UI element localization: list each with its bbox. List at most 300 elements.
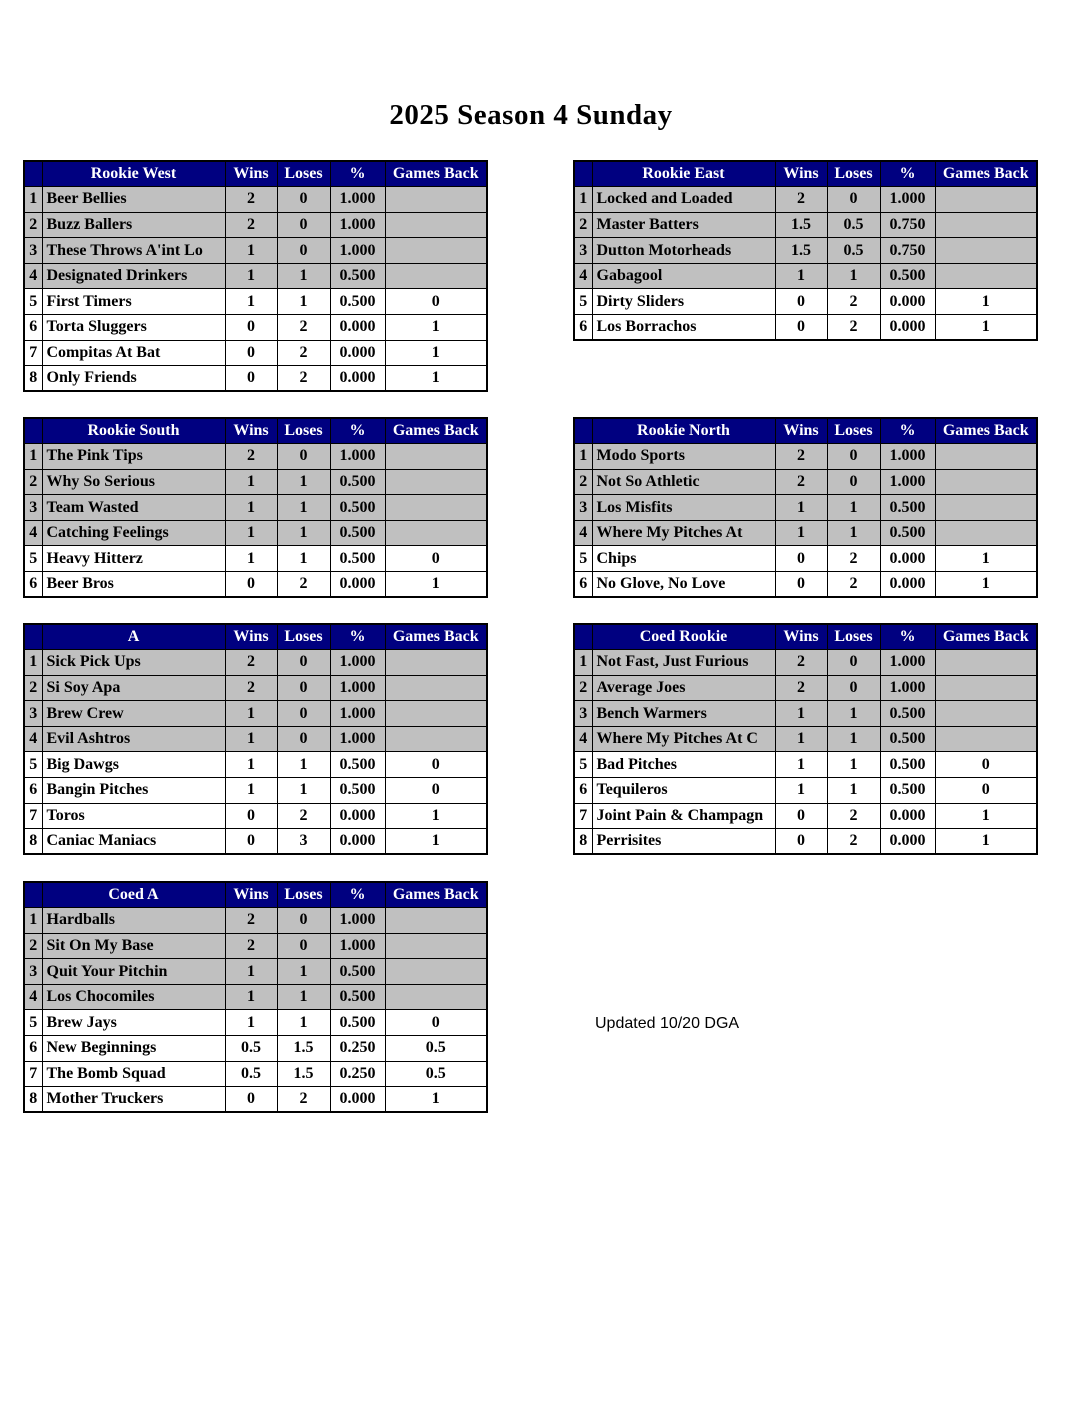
pct-cell: 1.000	[330, 675, 385, 701]
wins-cell: 1	[225, 495, 277, 521]
pct-cell: 0.500	[330, 520, 385, 546]
pct-cell: 0.000	[880, 572, 935, 598]
loses-cell: 0	[827, 187, 880, 213]
games-back-cell: 0.5	[385, 1061, 487, 1087]
pct-cell: 1.000	[880, 675, 935, 701]
wins-cell: 1	[225, 959, 277, 985]
loses-cell: 0	[277, 701, 330, 727]
table-row	[24, 263, 487, 289]
loses-cell: 2	[827, 572, 880, 598]
games-back-cell	[385, 263, 487, 289]
wins-cell: 0	[225, 803, 277, 829]
table-row	[574, 469, 1037, 495]
rank-cell: 3	[24, 701, 42, 727]
loses-cell: 1	[277, 778, 330, 804]
rank-cell: 5	[574, 752, 592, 778]
wins-cell: 1	[225, 520, 277, 546]
wins-cell: 0	[225, 829, 277, 855]
loses-cell: 0	[277, 908, 330, 934]
standings-table	[23, 160, 488, 392]
division-header: Rookie East	[592, 161, 775, 187]
loses-cell: 2	[277, 1087, 330, 1113]
pct-header: %	[330, 161, 385, 187]
division-header: A	[42, 624, 225, 650]
wins-cell: 0	[775, 572, 827, 598]
rank-cell: 7	[574, 803, 592, 829]
rank-cell: 4	[24, 263, 42, 289]
table-row	[24, 752, 487, 778]
loses-cell: 1	[827, 726, 880, 752]
loses-cell: 1	[827, 495, 880, 521]
wins-header: Wins	[225, 624, 277, 650]
table-row	[574, 495, 1037, 521]
loses-cell: 1	[277, 959, 330, 985]
loses-header: Loses	[277, 161, 330, 187]
rank-cell: 8	[24, 366, 42, 392]
rank-cell: 7	[24, 803, 42, 829]
rank-header	[24, 161, 42, 187]
table-row	[574, 572, 1037, 598]
loses-cell: 0	[827, 650, 880, 676]
loses-header: Loses	[277, 882, 330, 908]
rank-cell: 5	[574, 546, 592, 572]
rank-cell: 6	[24, 315, 42, 341]
pct-cell: 0.500	[330, 546, 385, 572]
team-name-cell: Tequileros	[592, 778, 775, 804]
games-back-cell	[385, 444, 487, 470]
games-back-cell: 1	[935, 572, 1037, 598]
games-back-cell: 1	[935, 289, 1037, 315]
updated-note: Updated 10/20 DGA	[595, 1015, 740, 1032]
rank-header	[24, 624, 42, 650]
wins-header: Wins	[775, 418, 827, 444]
wins-cell: 1.5	[775, 212, 827, 238]
games-back-cell: 1	[385, 572, 487, 598]
table-row	[24, 238, 487, 264]
pct-cell: 0.000	[330, 340, 385, 366]
loses-cell: 1	[827, 752, 880, 778]
rank-cell: 4	[574, 726, 592, 752]
pct-cell: 0.000	[880, 829, 935, 855]
wins-cell: 1	[225, 469, 277, 495]
loses-cell: 0.5	[827, 238, 880, 264]
team-name-cell: Hardballs	[42, 908, 225, 934]
division-header: Coed A	[42, 882, 225, 908]
pct-cell: 1.000	[330, 701, 385, 727]
loses-cell: 2	[827, 315, 880, 341]
table-row	[24, 726, 487, 752]
team-name-cell: First Timers	[42, 289, 225, 315]
rank-cell: 1	[24, 187, 42, 213]
table-row	[24, 187, 487, 213]
loses-cell: 1	[827, 520, 880, 546]
pct-header: %	[330, 882, 385, 908]
loses-cell: 2	[277, 803, 330, 829]
games-back-cell	[935, 650, 1037, 676]
pct-cell: 0.750	[880, 212, 935, 238]
games-back-cell: 1	[935, 546, 1037, 572]
team-name-cell: Average Joes	[592, 675, 775, 701]
loses-cell: 0	[827, 444, 880, 470]
division-header: Coed Rookie	[592, 624, 775, 650]
games-back-cell	[935, 495, 1037, 521]
pct-cell: 1.000	[880, 650, 935, 676]
pct-cell: 1.000	[330, 726, 385, 752]
pct-cell: 0.750	[880, 238, 935, 264]
rank-cell: 4	[24, 984, 42, 1010]
rank-cell: 6	[24, 778, 42, 804]
team-name-cell: The Bomb Squad	[42, 1061, 225, 1087]
pct-cell: 1.000	[330, 650, 385, 676]
rank-cell: 7	[24, 1061, 42, 1087]
division-header: Rookie North	[592, 418, 775, 444]
table-row	[574, 701, 1037, 727]
table-row	[574, 829, 1037, 855]
pct-cell: 0.500	[330, 1010, 385, 1036]
team-name-cell: Toros	[42, 803, 225, 829]
games-back-cell	[385, 701, 487, 727]
division-header: Rookie South	[42, 418, 225, 444]
table-row	[24, 1087, 487, 1113]
games-back-cell	[385, 520, 487, 546]
team-name-cell: New Beginnings	[42, 1036, 225, 1062]
wins-cell: 0.5	[225, 1036, 277, 1062]
games-back-header: Games Back	[935, 161, 1037, 187]
standings-table	[23, 417, 488, 598]
wins-cell: 0	[775, 803, 827, 829]
pct-cell: 0.500	[880, 726, 935, 752]
wins-cell: 2	[775, 187, 827, 213]
pct-cell: 1.000	[330, 908, 385, 934]
loses-cell: 1	[277, 1010, 330, 1036]
rank-cell: 1	[574, 187, 592, 213]
header-row	[574, 161, 1037, 187]
pct-cell: 0.000	[880, 803, 935, 829]
table-row	[24, 546, 487, 572]
wins-cell: 0	[775, 546, 827, 572]
games-back-cell	[385, 984, 487, 1010]
pct-cell: 0.500	[880, 778, 935, 804]
pct-cell: 0.500	[880, 701, 935, 727]
games-back-cell	[385, 238, 487, 264]
team-name-cell: Where My Pitches At	[592, 520, 775, 546]
wins-cell: 0	[225, 366, 277, 392]
pct-cell: 0.250	[330, 1036, 385, 1062]
wins-cell: 1	[225, 726, 277, 752]
standings-table	[23, 623, 488, 855]
team-name-cell: Beer Bellies	[42, 187, 225, 213]
loses-header: Loses	[277, 418, 330, 444]
rank-cell: 5	[24, 1010, 42, 1036]
rank-cell: 3	[574, 495, 592, 521]
wins-cell: 2	[225, 675, 277, 701]
team-name-cell: Sit On My Base	[42, 933, 225, 959]
pct-cell: 1.000	[880, 444, 935, 470]
pct-header: %	[330, 418, 385, 444]
loses-cell: 0	[827, 675, 880, 701]
rank-cell: 5	[24, 546, 42, 572]
loses-cell: 0.5	[827, 212, 880, 238]
table-row	[24, 572, 487, 598]
pct-cell: 0.500	[330, 263, 385, 289]
table-row	[574, 238, 1037, 264]
rank-cell: 3	[24, 495, 42, 521]
pct-cell: 0.500	[880, 752, 935, 778]
rank-cell: 4	[574, 520, 592, 546]
games-back-cell	[935, 238, 1037, 264]
table-row	[24, 829, 487, 855]
pct-cell: 0.500	[880, 520, 935, 546]
team-name-cell: Bench Warmers	[592, 701, 775, 727]
rank-cell: 2	[574, 469, 592, 495]
wins-cell: 0	[225, 340, 277, 366]
games-back-cell: 0	[935, 778, 1037, 804]
team-name-cell: Chips	[592, 546, 775, 572]
team-name-cell: Where My Pitches At C	[592, 726, 775, 752]
team-name-cell: These Throws A'int Lo	[42, 238, 225, 264]
wins-cell: 1	[225, 752, 277, 778]
team-name-cell: Master Batters	[592, 212, 775, 238]
wins-cell: 1	[775, 778, 827, 804]
team-name-cell: Los Misfits	[592, 495, 775, 521]
standings-table	[23, 881, 488, 1113]
header-row	[574, 418, 1037, 444]
rank-cell: 2	[24, 933, 42, 959]
pct-header: %	[880, 624, 935, 650]
rank-cell: 1	[574, 650, 592, 676]
pct-cell: 0.500	[330, 959, 385, 985]
loses-cell: 1	[827, 263, 880, 289]
table-row	[574, 444, 1037, 470]
games-back-cell	[385, 933, 487, 959]
team-name-cell: Joint Pain & Champagn	[592, 803, 775, 829]
wins-header: Wins	[775, 624, 827, 650]
rank-cell: 1	[574, 444, 592, 470]
pct-cell: 0.500	[880, 495, 935, 521]
games-back-cell: 0.5	[385, 1036, 487, 1062]
pct-cell: 0.500	[330, 289, 385, 315]
games-back-cell	[385, 212, 487, 238]
pct-cell: 1.000	[880, 187, 935, 213]
rank-header	[24, 418, 42, 444]
rank-header	[574, 161, 592, 187]
rank-cell: 2	[24, 675, 42, 701]
header-row	[24, 624, 487, 650]
table-row	[574, 650, 1037, 676]
team-name-cell: Beer Bros	[42, 572, 225, 598]
team-name-cell: Heavy Hitterz	[42, 546, 225, 572]
rank-cell: 2	[574, 212, 592, 238]
page-title: 2025 Season 4 Sunday	[389, 99, 673, 131]
pct-cell: 0.250	[330, 1061, 385, 1087]
loses-cell: 0	[277, 238, 330, 264]
loses-cell: 2	[277, 366, 330, 392]
rank-cell: 5	[574, 289, 592, 315]
rank-cell: 3	[24, 959, 42, 985]
table-row	[574, 675, 1037, 701]
games-back-header: Games Back	[385, 418, 487, 444]
loses-cell: 0	[277, 212, 330, 238]
games-back-header: Games Back	[385, 624, 487, 650]
loses-cell: 1	[277, 984, 330, 1010]
team-name-cell: Big Dawgs	[42, 752, 225, 778]
table-row	[24, 959, 487, 985]
pct-cell: 1.000	[330, 444, 385, 470]
games-back-cell: 1	[935, 315, 1037, 341]
loses-header: Loses	[827, 161, 880, 187]
games-back-cell: 0	[935, 752, 1037, 778]
pct-cell: 0.500	[330, 752, 385, 778]
pct-cell: 0.000	[330, 803, 385, 829]
games-back-cell	[935, 263, 1037, 289]
table-row	[574, 778, 1037, 804]
wins-cell: 2	[225, 650, 277, 676]
team-name-cell: Locked and Loaded	[592, 187, 775, 213]
team-name-cell: Brew Crew	[42, 701, 225, 727]
loses-cell: 1.5	[277, 1061, 330, 1087]
table-row	[574, 289, 1037, 315]
wins-cell: 2	[775, 469, 827, 495]
wins-cell: 2	[225, 212, 277, 238]
rank-cell: 2	[24, 469, 42, 495]
wins-cell: 1	[775, 495, 827, 521]
rank-header	[24, 882, 42, 908]
rank-cell: 3	[24, 238, 42, 264]
wins-header: Wins	[225, 882, 277, 908]
games-back-header: Games Back	[935, 418, 1037, 444]
games-back-cell	[385, 675, 487, 701]
games-back-cell: 0	[385, 752, 487, 778]
rank-cell: 1	[24, 908, 42, 934]
wins-cell: 0	[775, 315, 827, 341]
rank-cell: 3	[574, 238, 592, 264]
team-name-cell: Evil Ashtros	[42, 726, 225, 752]
pct-cell: 0.000	[880, 546, 935, 572]
wins-cell: 1	[775, 263, 827, 289]
table-row	[574, 315, 1037, 341]
wins-cell: 1	[775, 752, 827, 778]
loses-cell: 2	[277, 315, 330, 341]
team-name-cell: Dutton Motorheads	[592, 238, 775, 264]
pct-header: %	[880, 418, 935, 444]
rank-cell: 6	[24, 1036, 42, 1062]
wins-cell: 2	[225, 908, 277, 934]
wins-cell: 2	[225, 933, 277, 959]
loses-cell: 1	[277, 546, 330, 572]
team-name-cell: Modo Sports	[592, 444, 775, 470]
rank-cell: 3	[574, 701, 592, 727]
wins-cell: 0	[225, 1087, 277, 1113]
wins-cell: 0	[775, 829, 827, 855]
wins-cell: 1	[225, 238, 277, 264]
rank-cell: 5	[24, 289, 42, 315]
team-name-cell: Perrisites	[592, 829, 775, 855]
table-row	[24, 340, 487, 366]
wins-header: Wins	[225, 418, 277, 444]
rank-cell: 1	[24, 650, 42, 676]
pct-cell: 0.000	[880, 315, 935, 341]
games-back-header: Games Back	[385, 882, 487, 908]
rank-cell: 6	[24, 572, 42, 598]
table-row	[574, 520, 1037, 546]
games-back-cell	[935, 675, 1037, 701]
games-back-header: Games Back	[935, 624, 1037, 650]
header-row	[24, 161, 487, 187]
pct-header: %	[330, 624, 385, 650]
pct-cell: 0.000	[330, 315, 385, 341]
games-back-cell: 1	[385, 803, 487, 829]
table-row	[24, 908, 487, 934]
header-row	[574, 624, 1037, 650]
games-back-cell	[385, 959, 487, 985]
games-back-cell	[385, 908, 487, 934]
loses-cell: 1	[277, 520, 330, 546]
team-name-cell: Los Borrachos	[592, 315, 775, 341]
team-name-cell: Not So Athletic	[592, 469, 775, 495]
games-back-cell: 1	[385, 315, 487, 341]
wins-cell: 0	[225, 315, 277, 341]
header-row	[24, 882, 487, 908]
games-back-cell: 0	[385, 1010, 487, 1036]
rank-cell: 6	[574, 572, 592, 598]
wins-cell: 1	[225, 289, 277, 315]
pct-cell: 0.000	[330, 572, 385, 598]
wins-cell: 1	[225, 546, 277, 572]
rank-cell: 4	[24, 726, 42, 752]
loses-cell: 0	[277, 675, 330, 701]
games-back-cell	[935, 469, 1037, 495]
rank-header	[574, 624, 592, 650]
team-name-cell: Designated Drinkers	[42, 263, 225, 289]
pct-cell: 1.000	[330, 212, 385, 238]
wins-cell: 0	[225, 572, 277, 598]
team-name-cell: Catching Feelings	[42, 520, 225, 546]
wins-cell: 2	[775, 650, 827, 676]
rank-cell: 4	[24, 520, 42, 546]
team-name-cell: Brew Jays	[42, 1010, 225, 1036]
pct-cell: 1.000	[330, 238, 385, 264]
games-back-cell: 0	[385, 778, 487, 804]
wins-cell: 0.5	[225, 1061, 277, 1087]
pct-cell: 0.500	[330, 469, 385, 495]
table-row	[574, 212, 1037, 238]
loses-cell: 1	[277, 263, 330, 289]
team-name-cell: Si Soy Apa	[42, 675, 225, 701]
team-name-cell: Los Chocomiles	[42, 984, 225, 1010]
pct-cell: 0.000	[330, 366, 385, 392]
pct-cell: 0.500	[880, 263, 935, 289]
games-back-cell	[935, 444, 1037, 470]
team-name-cell: No Glove, No Love	[592, 572, 775, 598]
table-row	[24, 933, 487, 959]
team-name-cell: Torta Sluggers	[42, 315, 225, 341]
games-back-cell	[935, 520, 1037, 546]
team-name-cell: The Pink Tips	[42, 444, 225, 470]
team-name-cell: Why So Serious	[42, 469, 225, 495]
table-row	[574, 187, 1037, 213]
loses-cell: 1	[827, 701, 880, 727]
loses-cell: 1	[277, 469, 330, 495]
games-back-cell	[935, 187, 1037, 213]
wins-cell: 1	[775, 726, 827, 752]
header-row	[24, 418, 487, 444]
loses-cell: 0	[277, 726, 330, 752]
standings-table	[573, 623, 1038, 855]
wins-cell: 1	[225, 701, 277, 727]
team-name-cell: Buzz Ballers	[42, 212, 225, 238]
team-name-cell: Gabagool	[592, 263, 775, 289]
games-back-cell: 1	[935, 829, 1037, 855]
